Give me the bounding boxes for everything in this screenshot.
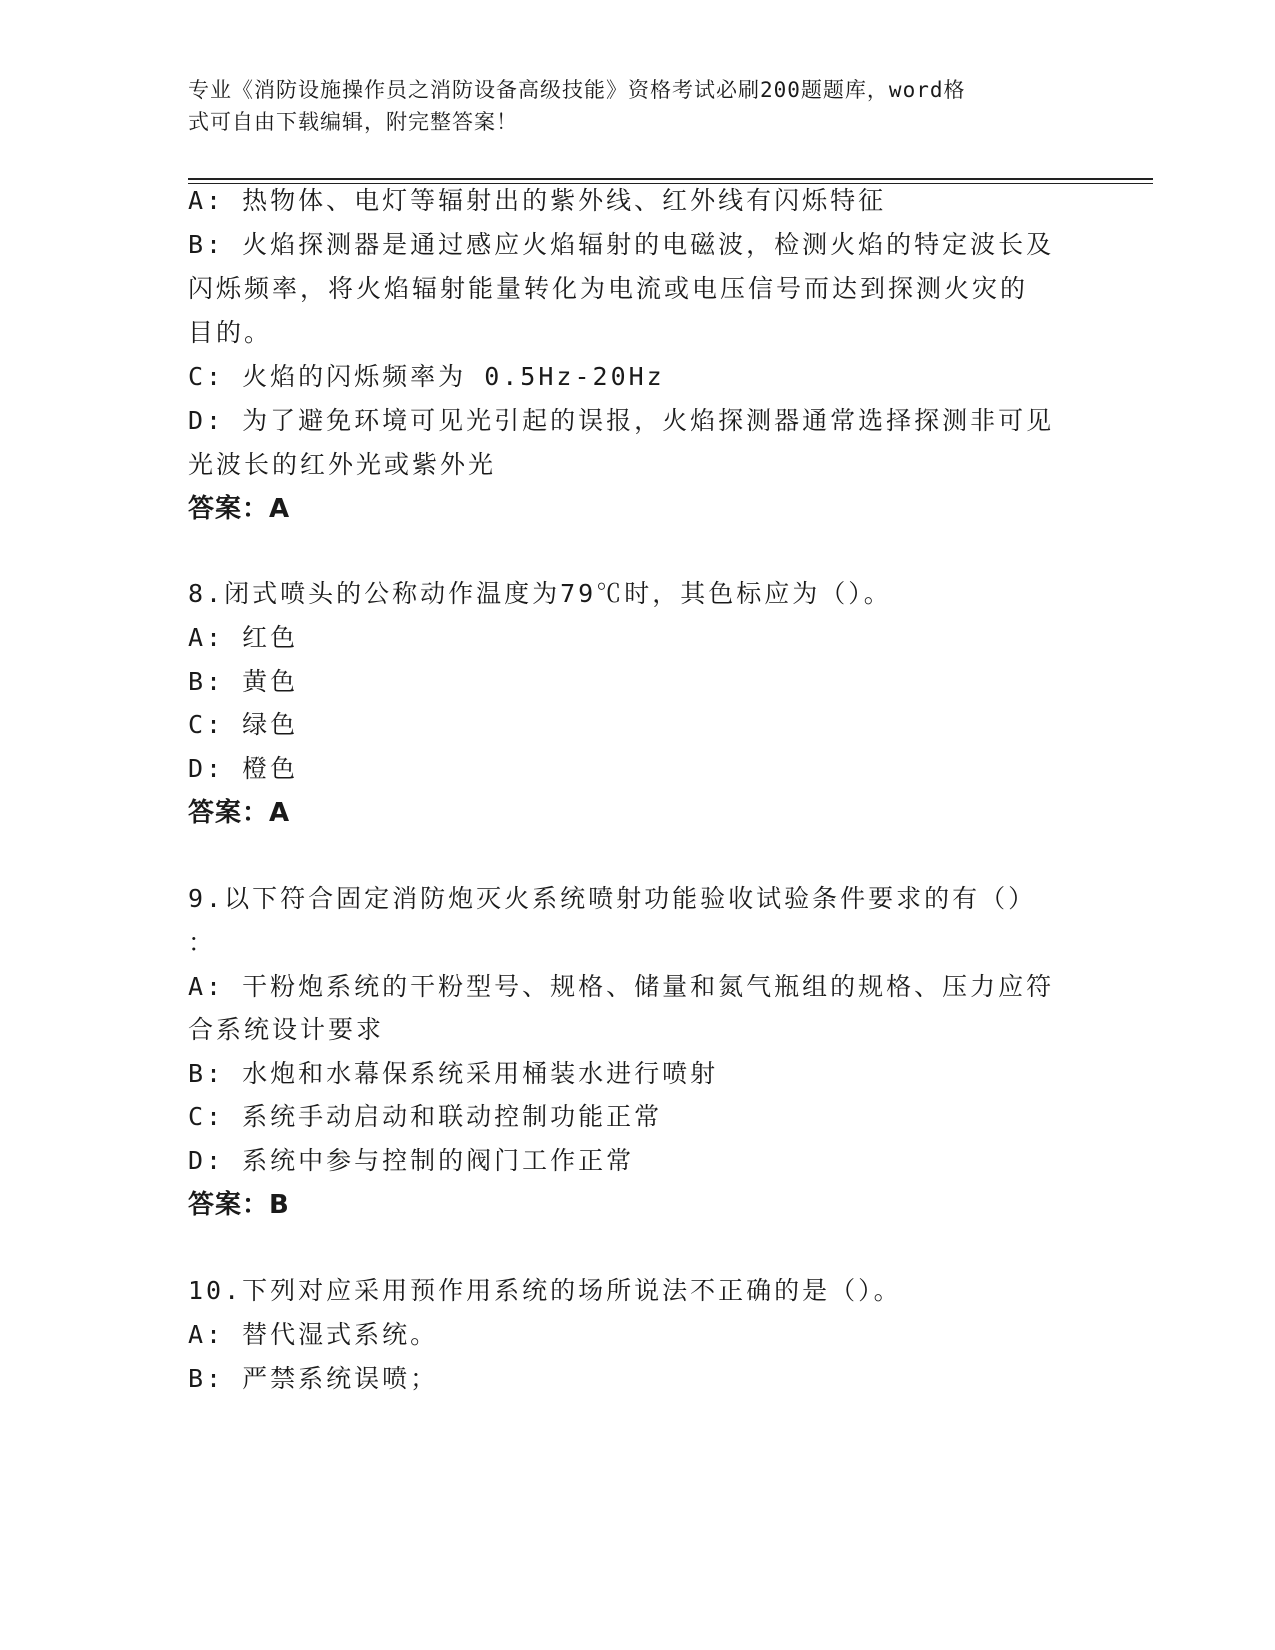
q7-answer: 答案：A [188, 494, 291, 524]
q9-question-line1: 9.以下符合固定消防炮灭火系统喷射功能验收试验条件要求的有（） [188, 884, 1037, 913]
q9-option-a-line1: A: 干粉炮系统的干粉型号、规格、储量和氮气瓶组的规格、压力应符 [188, 972, 1055, 1001]
header-divider-thick [188, 178, 1153, 180]
q8-option-c: C: 绿色 [188, 710, 299, 739]
q8-option-b: B: 黄色 [188, 667, 299, 696]
q7-option-d-line2: 光波长的红外光或紫外光 [188, 450, 497, 479]
q7-option-b-line2: 闪烁频率，将火焰辐射能量转化为电流或电压信号而达到探测火灾的 [188, 274, 1029, 303]
q10-question: 10.下列对应采用预作用系统的场所说法不正确的是（）。 [188, 1276, 902, 1305]
q9-option-a-line2: 合系统设计要求 [188, 1015, 385, 1044]
q9-option-b: B: 水炮和水幕保系统采用桶装水进行喷射 [188, 1059, 719, 1088]
header-line-2: 式可自由下载编辑，附完整答案！ [188, 110, 518, 134]
q7-option-b-line1: B: 火焰探测器是通过感应火焰辐射的电磁波，检测火焰的特定波长及 [188, 230, 1055, 259]
q7-option-d-line1: D: 为了避免环境可见光引起的误报，火焰探测器通常选择探测非可见 [188, 406, 1055, 435]
q10-option-b: B: 严禁系统误喷； [188, 1364, 439, 1393]
q8-question: 8.闭式喷头的公称动作温度为79℃时，其色标应为（）。 [188, 579, 892, 608]
q7-option-b-line3: 目的。 [188, 318, 273, 347]
q9-option-d: D: 系统中参与控制的阀门工作正常 [188, 1146, 635, 1175]
q9-answer: 答案：B [188, 1190, 290, 1220]
header-line-1: 专业《消防设施操作员之消防设备高级技能》资格考试必刷200题题库，word格 [188, 78, 966, 102]
q10-option-a: A: 替代湿式系统。 [188, 1320, 439, 1349]
q7-option-a: A: 热物体、电灯等辐射出的紫外线、红外线有闪烁特征 [188, 186, 887, 215]
q8-option-a: A: 红色 [188, 623, 299, 652]
q9-option-c: C: 系统手动启动和联动控制功能正常 [188, 1102, 663, 1131]
document-header [188, 74, 1088, 138]
q7-option-c: C: 火焰的闪烁频率为 0.5Hz-20Hz [188, 362, 665, 391]
q8-option-d: D: 橙色 [188, 754, 299, 783]
q9-question-line2: ： [188, 928, 217, 957]
q8-answer: 答案：A [188, 798, 291, 828]
